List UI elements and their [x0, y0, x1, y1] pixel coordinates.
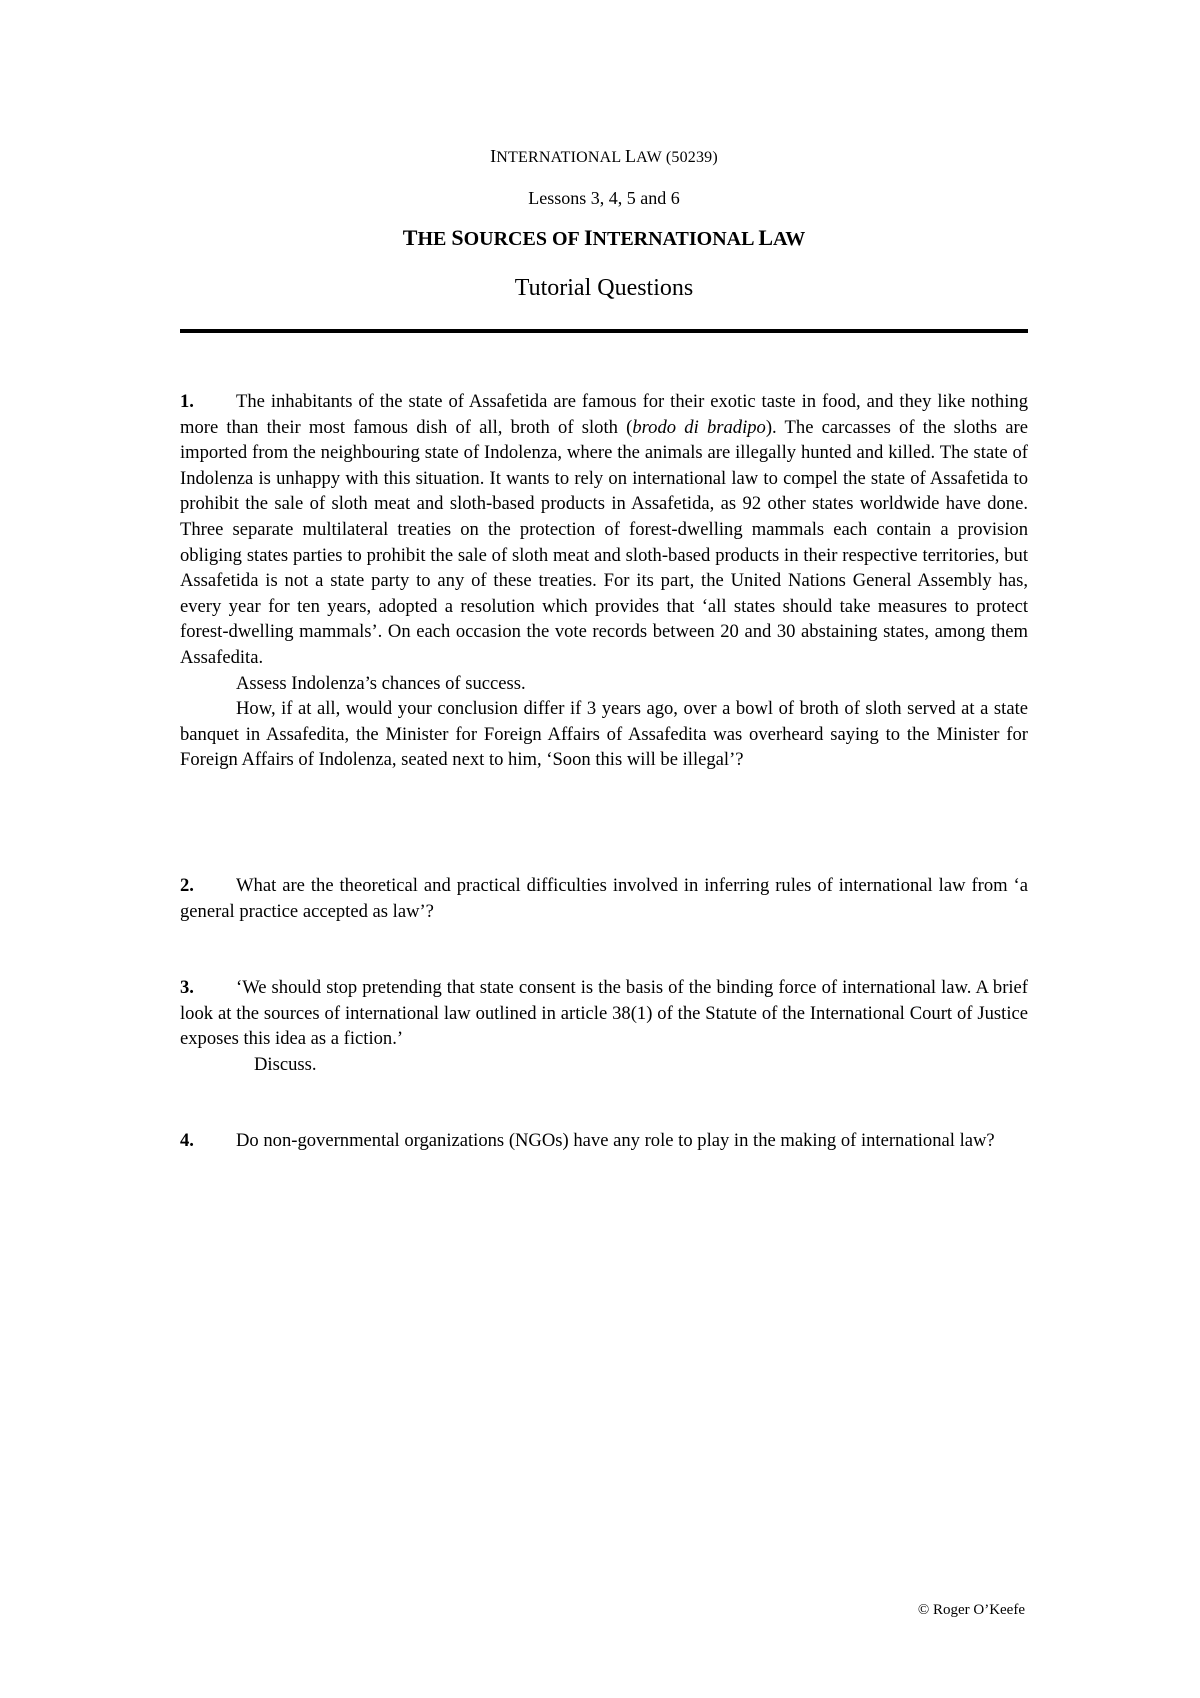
question-1-paragraph-1 [180, 389, 1028, 671]
course-code: (50239) [665, 149, 718, 166]
question-2-paragraph-1 [180, 873, 1028, 924]
title-initial-t: T [402, 225, 418, 250]
question-1 [180, 389, 1028, 773]
question-1-text-a: The inhabitants of the state of Assafetida are famous for their exotic taste in food, and they like nothing more than their most famous dish of all, broth of sloth ( [180, 391, 1028, 438]
question-4-paragraph-1 [180, 1128, 1028, 1154]
lessons-line: Lessons 3, 4, 5 and 6 [528, 188, 680, 208]
copyright-notice: © Roger O’Keefe [917, 1602, 1025, 1618]
course-title [180, 146, 1028, 167]
question-4 [180, 1128, 1028, 1154]
question-3-paragraph-1 [180, 975, 1028, 1052]
course-title-word-2: AW [636, 149, 662, 166]
question-1-paragraph-3: How, if at all, would your conclusion differ if 3 years ago, over a bowl of broth of sloth served at a state banquet in Assafedita, the Minister for Foreign Affairs of Assafedita was overheard saying to the Minister for Foreign Affairs of Indolenza, seated next to him, ‘Soon this will be illegal’? [180, 698, 1028, 771]
question-3-text: ‘We should stop pretending that state consent is the basis of the binding force of international law. A brief look at the sources of international law outlined in article 38(1) of the Statute of the International Court of Justice exposes this idea as a fiction.’ [180, 977, 1028, 1050]
title-word-sources: OURCES OF [463, 228, 579, 250]
course-title-initial: I [490, 146, 497, 166]
question-2 [180, 873, 1028, 924]
title-word-law: AW [773, 228, 806, 250]
question-1-text-b: ). The carcasses of the sloths are imported from the neighbouring state of Indolenza, where the animals are illegally hunted and killed. The state of Indolenza is unhappy with this situation. It wants to rely on international law to compel the state of Assafetida to prohibit the sale of sloth meat and sloth-based products in Assafetida, as 92 other states worldwide have done. Three separate multilateral treaties on the protection of forest-dwelling mammals each contain a provision obliging states parties to prohibit the sale of sloth meat and sloth-based products in their respective territories, but Assafetida is not a state party to any of these treaties. For its part, the United Nations General Assembly has, every year for ten years, adopted a resolution which provides that ‘all states should take measures to protect forest-dwelling mammals’. On each occasion the vote records between 20 and 30 abstaining states, among them Assafedita. [180, 416, 1028, 668]
title-initial-i: I [583, 225, 593, 250]
course-title-word-1: NTERNATIONAL [496, 149, 621, 166]
title-initial-s: S [451, 225, 464, 250]
document-subtitle: Tutorial Questions [514, 275, 694, 301]
question-3-paragraph-2: Discuss. [254, 1053, 317, 1075]
question-1-paragraph-2: Assess Indolenza’s chances of success. [236, 672, 526, 694]
question-4-text: Do non-governmental organizations (NGOs) have any role to play in the making of international law? [236, 1130, 995, 1151]
question-1-italic-text: brodo di bradipo [632, 416, 766, 438]
question-2-text: What are the theoretical and practical difficulties involved in inferring rules of international law from ‘a general practice accepted as law’? [180, 875, 1028, 922]
title-word-the: HE [417, 228, 447, 250]
question-number: 4. [180, 1130, 194, 1151]
course-title-initial-2: L [624, 146, 637, 166]
question-3 [180, 975, 1028, 1077]
question-number: 2. [180, 875, 194, 896]
horizontal-rule [180, 329, 1028, 333]
question-number: 3. [180, 977, 194, 998]
title-word-international: NTERNATIONAL [592, 228, 754, 250]
question-number: 1. [180, 391, 194, 412]
title-initial-l: L [758, 225, 774, 250]
document-title [180, 225, 1028, 251]
